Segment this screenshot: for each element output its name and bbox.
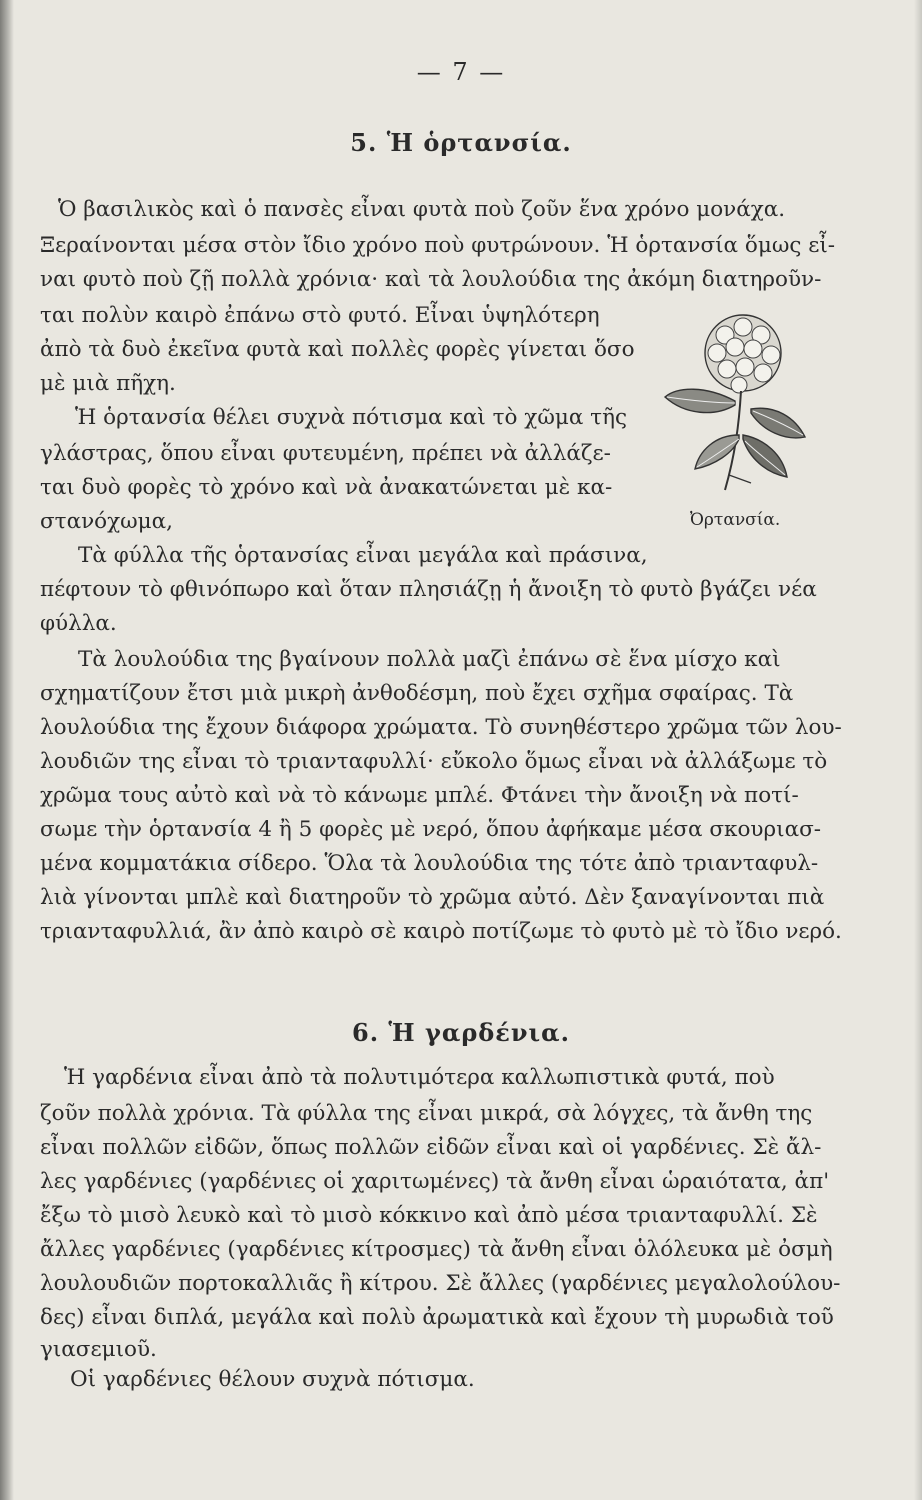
text-line: ται πολὺν καιρὸ ἐπάνω στὸ φυτό. Εἶναι ὑψηλότερη xyxy=(40,303,600,328)
text-line: γλάστρας, ὅπου εἶναι φυτευμένη, πρέπει νὰ ἀλλάζε- xyxy=(40,441,611,466)
text-line: γιασεμιοῦ. xyxy=(40,1337,157,1362)
text-line: Ὁ βασιλικὸς καὶ ὁ πανσὲς εἶναι φυτὰ ποὺ ζοῦν ἕνα χρόνο μονάχα. xyxy=(58,197,786,222)
text-line: λουλούδια της ἔχουν διάφορα χρώματα. Τὸ συνηθέστερο χρῶμα τῶν λου- xyxy=(40,715,842,740)
text-line: Τὰ φύλλα τῆς ὁρτανσίας εἶναι μεγάλα καὶ πράσινα, xyxy=(78,543,648,568)
text-line: τριανταφυλλιά, ἂν ἀπὸ καιρὸ σὲ καιρὸ ποτίζωμε τὸ φυτὸ μὲ τὸ ἴδιο νερό. xyxy=(40,919,842,944)
text-line: ἀπὸ τὰ δυὸ ἐκεῖνα φυτὰ καὶ πολλὲς φορὲς γίνεται ὅσο xyxy=(40,337,635,362)
text-line: σωμε τὴν ὁρτανσία 4 ἢ 5 φορὲς μὲ νερό, ὅπου ἀφήκαμε μέσα σκουριασ- xyxy=(40,817,822,842)
text-line: Ἡ ὁρτανσία θέλει συχνὰ πότισμα καὶ τὸ χῶμα τῆς xyxy=(75,405,627,430)
text-line: δες) εἶναι διπλά, μεγάλα καὶ πολὺ ἀρωματικὰ καὶ ἔχουν τὴ μυρωδιὰ τοῦ xyxy=(40,1305,834,1330)
text-line: λιὰ γίνονται μπλὲ καὶ διατηροῦν τὸ χρῶμα αὐτό. Δὲν ξαναγίνονται πιὰ xyxy=(40,885,825,910)
page-number: — 7 — xyxy=(416,58,506,86)
text-line: ναι φυτὸ ποὺ ζῇ πολλὰ χρόνια· καὶ τὰ λουλούδια της ἀκόμη διατηροῦν- xyxy=(40,267,822,292)
text-line: σχηματίζουν ἔτσι μιὰ μικρὴ ἀνθοδέσμη, ποὺ ἔχει σχῆμα σφαίρας. Τὰ xyxy=(40,681,794,706)
text-line: λουδιῶν της εἶναι τὸ τριανταφυλλί· εὔκολο ὅμως εἶναι νὰ ἀλλάξωμε τὸ xyxy=(40,749,828,774)
text-line: μένα κομματάκια σίδερο. Ὅλα τὰ λουλούδια της τότε ἀπὸ τριανταφυλ- xyxy=(40,851,819,876)
text-line: Οἱ γαρδένιες θέλουν συχνὰ πότισμα. xyxy=(70,1367,475,1392)
text-line: πέφτουν τὸ φθινόπωρο καὶ ὅταν πλησιάζῃ ἡ ἄνοιξη τὸ φυτὸ βγάζει νέα xyxy=(40,577,817,602)
text-line: λες γαρδένιες (γαρδένιες οἱ χαριτωμένες) τὰ ἄνθη εἶναι ὡραιότατα, ἀπ' xyxy=(40,1169,830,1194)
section-heading-hydrangea: 5. Ἡ ὁρτανσία. xyxy=(350,128,572,157)
text-line: Ξεραίνονται μέσα στὸν ἴδιο χρόνο ποὺ φυτρώνουν. Ἡ ὁρτανσία ὅμως εἶ- xyxy=(40,233,836,258)
text-line: στανόχωμα, xyxy=(40,509,173,534)
text-line: Τὰ λουλούδια της βγαίνουν πολλὰ μαζὶ ἐπάνω σὲ ἕνα μίσχο καὶ xyxy=(78,647,781,672)
text-line: εἶναι πολλῶν εἰδῶν, ὅπως πολλῶν εἰδῶν εἶναι καὶ οἱ γαρδένιες. Σὲ ἄλ- xyxy=(40,1135,822,1160)
section-heading-gardenia: 6. Ἡ γαρδένια. xyxy=(352,1018,570,1047)
figure-caption: Ὀρτανσία. xyxy=(690,510,781,530)
page-right-edge xyxy=(914,0,922,1500)
text-line: λουλουδιῶν πορτοκαλλιᾶς ἢ κίτρου. Σὲ ἄλλες (γαρδένιες μεγαλολούλου- xyxy=(40,1271,841,1296)
text-line: ται δυὸ φορὲς τὸ χρόνο καὶ νὰ ἀνακατώνεται μὲ κα- xyxy=(40,475,613,500)
text-line: ζοῦν πολλὰ χρόνια. Τὰ φύλλα της εἶναι μικρά, σὰ λόγχες, τὰ ἄνθη της xyxy=(40,1101,813,1126)
hydrangea-illustration xyxy=(655,305,825,505)
page-binding-shadow xyxy=(0,0,14,1500)
text-line: ἄλλες γαρδένιες (γαρδένιες κίτροσμες) τὰ ἄνθη εἶναι ὁλόλευκα μὲ ὀσμὴ xyxy=(40,1237,833,1262)
text-line: ἔξω τὸ μισὸ λευκὸ καὶ τὸ μισὸ κόκκινο καὶ ἀπὸ μέσα τριανταφυλλί. Σὲ xyxy=(40,1203,818,1228)
text-line: φύλλα. xyxy=(40,611,117,636)
text-line: χρῶμα τους αὐτὸ καὶ νὰ τὸ κάνωμε μπλέ. Φτάνει τὴν ἄνοιξη νὰ ποτί- xyxy=(40,783,799,808)
text-line: μὲ μιὰ πῆχη. xyxy=(40,371,176,396)
text-line: Ἡ γαρδένια εἶναι ἀπὸ τὰ πολυτιμότερα καλλωπιστικὰ φυτά, ποὺ xyxy=(64,1065,775,1090)
